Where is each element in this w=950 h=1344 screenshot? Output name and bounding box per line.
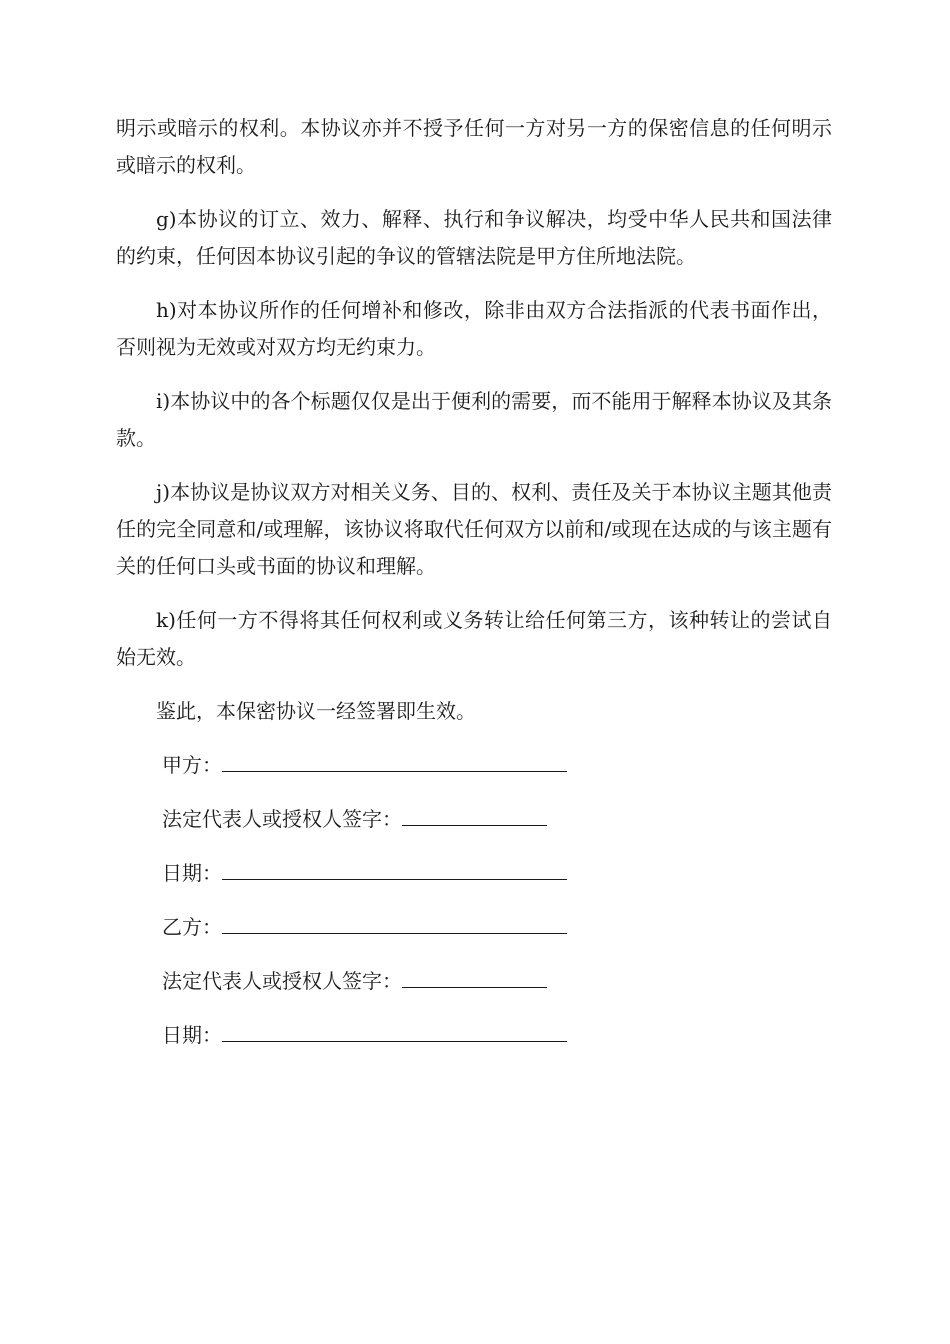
paragraph-clause-k: k)任何一方不得将其任何权利或义务转让给任何第三方，该种转让的尝试自始无效。 [116, 608, 832, 669]
party-b-line [116, 909, 832, 946]
paragraph-clause-j: j)本协议是协议双方对相关义务、目的、权利、责任及关于本协议主题其他责任的完全同意和/或理解，该协议将取代任何双方以前和/或现在达成的与该主题有关的任何口头或书面的协议和理解。 [116, 480, 832, 578]
party-a-date-line [116, 855, 832, 892]
paragraph-clause-h: h)对本协议所作的任何增补和修改，除非由双方合法指派的代表书面作出，否则视为无效或对双方均无约束力。 [116, 298, 832, 359]
party-a-rep-line [116, 801, 832, 838]
party-a-rep-blank[interactable] [402, 803, 547, 826]
party-a-blank[interactable] [222, 749, 567, 772]
party-a-date-label: 日期： [162, 861, 222, 885]
paragraph-clause-i: i)本协议中的各个标题仅仅是出于便利的需要，而不能用于解释本协议及其条款。 [116, 389, 832, 450]
paragraph-effective: 鉴此，本保密协议一经签署即生效。 [156, 699, 476, 723]
party-b-label: 乙方： [162, 915, 222, 939]
party-a-line [116, 747, 832, 784]
party-b-rep-label: 法定代表人或授权人签字： [162, 969, 402, 993]
paragraph-clause-g: g)本协议的订立、效力、解释、执行和争议解决，均受中华人民共和国法律的约束，任何因本协议引起的争议的管辖法院是甲方住所地法院。 [116, 207, 832, 268]
document-page [116, 110, 832, 1071]
party-a-rep-label: 法定代表人或授权人签字： [162, 807, 402, 831]
party-b-rep-line [116, 963, 832, 1000]
paragraph-rights-continuation: 明示或暗示的权利。本协议亦并不授予任何一方对另一方的保密信息的任何明示或暗示的权利。 [116, 116, 832, 177]
party-b-date-label: 日期： [162, 1023, 222, 1047]
party-b-blank[interactable] [222, 911, 567, 934]
party-b-rep-blank[interactable] [402, 965, 547, 988]
party-b-date-blank[interactable] [222, 1019, 567, 1042]
party-a-date-blank[interactable] [222, 857, 567, 880]
party-b-date-line [116, 1017, 832, 1054]
party-a-label: 甲方： [162, 753, 222, 777]
